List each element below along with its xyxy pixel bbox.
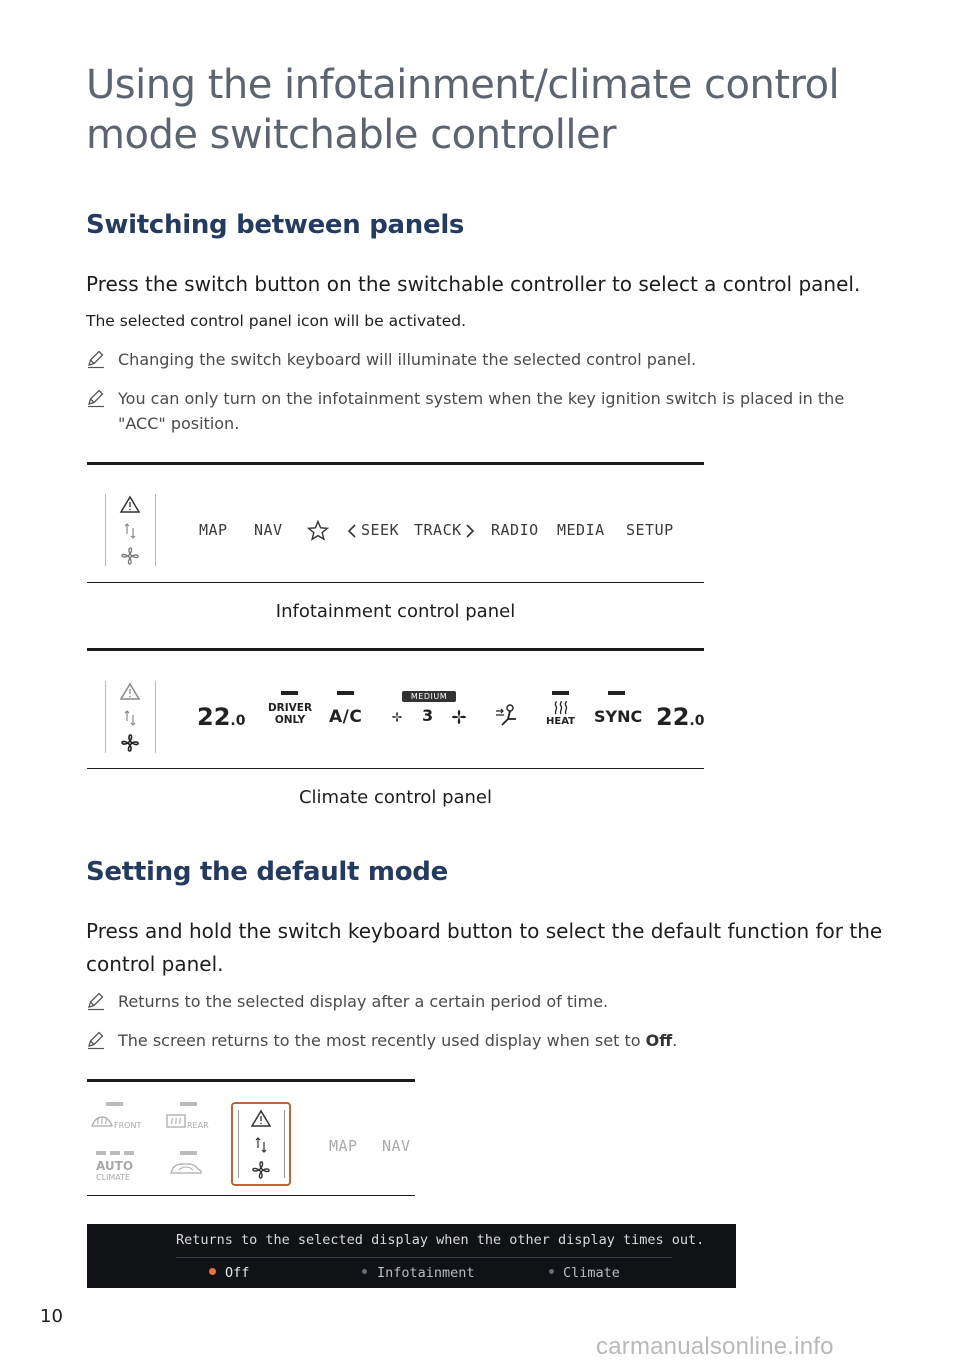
- note-acc-text: You can only turn on the infotainment system when the key ignition switch is placed in the "ACC" position.: [118, 389, 845, 433]
- fan-speed-value: 3: [422, 706, 434, 725]
- divider: [105, 681, 106, 753]
- climate-label: CLIMATE: [96, 1173, 131, 1182]
- switch-arrows-icon: [125, 711, 135, 725]
- panel-top-border: [87, 1079, 415, 1082]
- front-defrost-indicator: [106, 1102, 123, 1106]
- temperature-right[interactable]: [656, 703, 704, 731]
- temperature-left-decimal: .0: [230, 713, 246, 729]
- rear-defrost-icon[interactable]: [165, 1112, 187, 1130]
- panel-top-border: [87, 648, 704, 651]
- fan-icon: [122, 548, 138, 564]
- option-climate-radio[interactable]: [549, 1269, 554, 1274]
- panel-bottom-border: [87, 582, 704, 583]
- auto-indicator: [96, 1151, 106, 1155]
- option-infotainment-radio[interactable]: [362, 1269, 367, 1274]
- fan-icon: [253, 1162, 269, 1178]
- watermark: carmanualsonline.info: [596, 1333, 834, 1360]
- option-off-label[interactable]: Off: [225, 1265, 250, 1281]
- note-off-suffix: .: [672, 1031, 678, 1050]
- divider: [105, 494, 106, 566]
- panel-bottom-border: [87, 768, 704, 769]
- setup-button[interactable]: SETUP: [626, 521, 674, 539]
- chevron-right-icon: [465, 523, 475, 539]
- page-number: 10: [40, 1306, 63, 1327]
- driver-only-line1: DRIVER: [267, 702, 313, 714]
- media-button[interactable]: MEDIA: [557, 521, 605, 539]
- sync-button[interactable]: SYNC: [594, 707, 643, 726]
- rear-defrost-indicator: [180, 1102, 197, 1106]
- auto-indicator: [124, 1151, 134, 1155]
- radio-button[interactable]: RADIO: [491, 521, 539, 539]
- temperature-left-value: 22: [197, 703, 231, 731]
- map-button[interactable]: MAP: [199, 521, 228, 539]
- default-mode-lead-text: Press and hold the switch keyboard button to select the default function for the control panel.: [86, 919, 883, 976]
- switch-arrows-icon: [125, 524, 135, 538]
- heat-button[interactable]: HEAT: [546, 716, 575, 727]
- switch-arrows-icon: [256, 1138, 266, 1152]
- driver-only-line2: ONLY: [274, 714, 306, 726]
- rear-label: REAR: [187, 1121, 209, 1130]
- divider: [238, 1110, 239, 1178]
- fan-down-icon[interactable]: [390, 710, 404, 724]
- map-button[interactable]: MAP: [329, 1137, 358, 1155]
- option-infotainment-label[interactable]: Infotainment: [377, 1265, 475, 1281]
- switching-sub-text: The selected control panel icon will be activated.: [86, 312, 467, 330]
- option-off-radio[interactable]: [209, 1268, 216, 1275]
- divider: [155, 681, 156, 753]
- panel-bottom-border: [87, 1195, 415, 1196]
- default-display-setting-bar: [87, 1224, 736, 1288]
- sync-indicator: [608, 691, 625, 695]
- switching-lead-text: Press the switch button on the switchable controller to select a control panel.: [86, 272, 861, 296]
- note-returns: [86, 989, 866, 1014]
- section-heading-switching: Switching between panels: [86, 210, 465, 240]
- triangle-icon: [121, 684, 139, 699]
- recirculation-indicator: [180, 1151, 197, 1155]
- display-setting-message: Returns to the selected display when the other display times out.: [176, 1232, 705, 1248]
- front-defrost-icon[interactable]: [90, 1112, 114, 1130]
- ac-button[interactable]: A/C: [329, 707, 363, 727]
- pencil-note-icon: [86, 991, 106, 1011]
- infotainment-panel-caption: Infotainment control panel: [275, 601, 516, 622]
- auto-button[interactable]: AUTO: [96, 1159, 134, 1173]
- note-illuminate: [86, 347, 866, 372]
- divider: [284, 1110, 285, 1178]
- fan-up-icon[interactable]: [449, 707, 469, 727]
- ac-indicator: [337, 691, 354, 695]
- temperature-right-value: 22: [656, 703, 690, 731]
- climate-panel-caption: Climate control panel: [298, 787, 493, 808]
- pencil-note-icon: [86, 388, 106, 408]
- front-label: FRONT: [114, 1121, 142, 1130]
- heat-indicator: [552, 691, 569, 695]
- driver-only-button[interactable]: [267, 702, 313, 726]
- air-flow-mode-icon[interactable]: [494, 703, 522, 729]
- nav-button[interactable]: NAV: [382, 1137, 411, 1155]
- page-title: Using the infotainment/climate control mode switchable controller: [86, 62, 840, 158]
- heat-waves-icon: [553, 701, 569, 715]
- divider: [155, 494, 156, 566]
- nav-button[interactable]: NAV: [254, 521, 283, 539]
- section-heading-default-mode: Setting the default mode: [86, 857, 448, 887]
- pencil-note-icon: [86, 1030, 106, 1050]
- car-recirculation-icon[interactable]: [169, 1161, 203, 1177]
- mode-switch-icons[interactable]: [116, 494, 144, 566]
- pencil-note-icon: [86, 349, 106, 369]
- fan-icon: [122, 735, 138, 751]
- auto-indicator: [110, 1151, 120, 1155]
- note-returns-text: Returns to the selected display after a certain period of time.: [118, 992, 609, 1011]
- divider: [176, 1257, 672, 1258]
- star-icon[interactable]: [307, 520, 329, 541]
- triangle-icon: [121, 497, 139, 512]
- panel-top-border: [87, 462, 704, 465]
- chevron-left-icon: [347, 523, 357, 539]
- fan-speed-badge: MEDIUM: [402, 691, 456, 702]
- driver-only-indicator: [281, 691, 298, 695]
- temperature-left[interactable]: [197, 703, 245, 731]
- temperature-right-decimal: .0: [689, 713, 705, 729]
- seek-button[interactable]: SEEK: [361, 521, 400, 539]
- mode-switch-icons[interactable]: [116, 681, 144, 753]
- note-off-bold: Off: [645, 1031, 673, 1050]
- option-climate-label[interactable]: Climate: [563, 1265, 620, 1281]
- note-illuminate-text: Changing the switch keyboard will illuminate the selected control panel.: [118, 350, 697, 369]
- mode-switch-icons[interactable]: [247, 1108, 275, 1182]
- note-off-text: The screen returns to the most recently used display when set to: [118, 1031, 646, 1050]
- track-button[interactable]: TRACK: [414, 521, 462, 539]
- note-acc: [86, 386, 866, 436]
- note-off: [86, 1028, 866, 1053]
- triangle-icon: [252, 1111, 270, 1126]
